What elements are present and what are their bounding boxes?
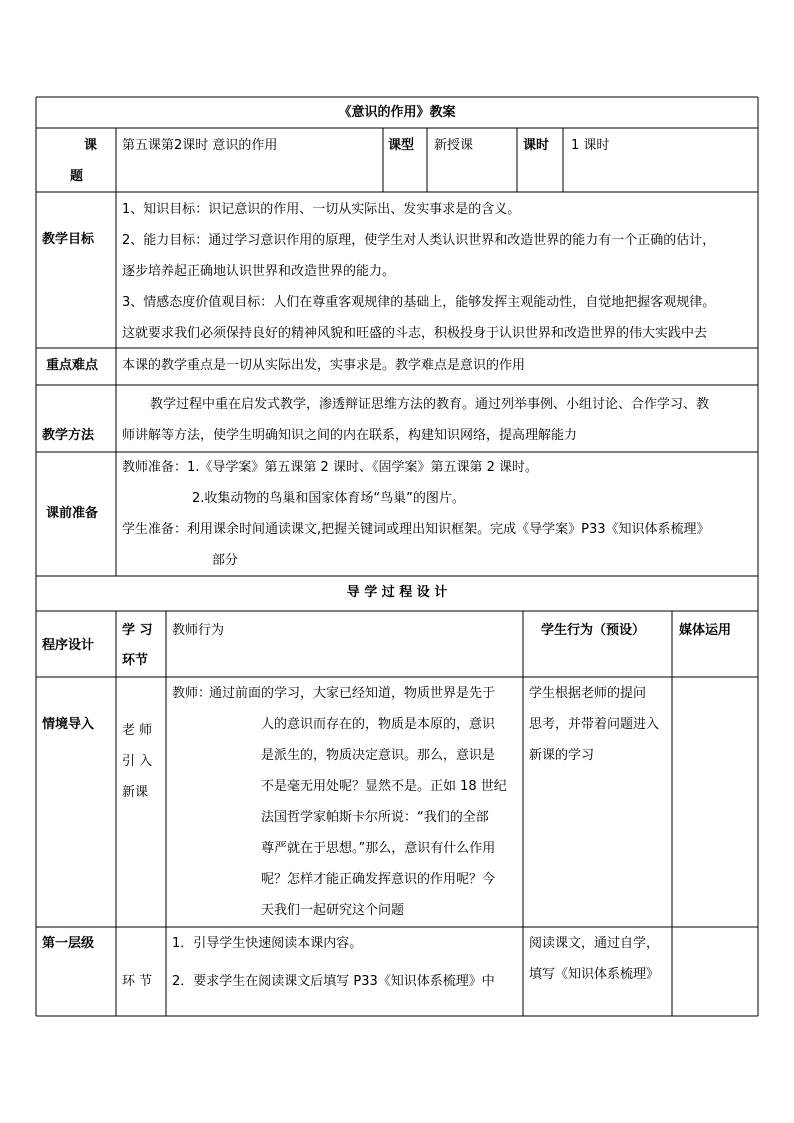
preparation-line: 学生准备：利用课余时间通读课文,把握关键词或理出知识框架。完成《导学案》P33《知识体系梳理》 [122, 522, 710, 537]
key-points-label: 重点难点 [46, 358, 99, 373]
period-value: 1 课时 [571, 138, 610, 153]
teacher-line: 不是毫无用处呢？显然不是。正如 18 世纪 [261, 779, 507, 794]
row-stage: 老 师 [122, 723, 153, 738]
teacher-line: 是派生的，物质决定意识。那么，意识是 [261, 748, 496, 763]
teacher-line: 天我们一起研究这个问题 [261, 903, 405, 918]
header-teacher: 教师行为 [172, 623, 225, 638]
preparation-label: 课前准备 [46, 506, 99, 521]
row-stage: 环 节 [122, 974, 153, 989]
teacher-line: 尊严就在于思想。”那么，意识有什么作用 [261, 841, 496, 856]
type-value: 新授课 [434, 138, 474, 153]
page-title: 《意识的作用》教案 [338, 105, 456, 120]
header-stage-cont: 环节 [122, 653, 149, 668]
header-student: 学生行为（预设） [541, 623, 646, 638]
type-label: 课型 [388, 138, 415, 153]
teacher-line: 1．引导学生快速阅读本课内容。 [172, 936, 363, 951]
objective-line: 2、能力目标：通过学习意识作用的原理，使学生对人类认识世界和改造世界的能力有一个正确的估计， [122, 233, 716, 248]
header-media: 媒体运用 [679, 623, 732, 638]
objective-line: 3、情感态度价值观目标：人们在尊重客观规律的基础上，能够发挥主观能动性，自觉地把握客观规律。 [122, 295, 716, 310]
preparation-line: 2.收集动物的鸟巢和国家体育场“鸟巢”的图片。 [192, 491, 465, 506]
teacher-line: 2．要求学生在阅读课文后填写 P33《知识体系梳理》中 [172, 974, 495, 989]
objective-line: 逐步培养起正确地认识世界和改造世界的能力。 [122, 264, 396, 279]
process-title: 导 学 过 程 设 计 [346, 585, 448, 600]
teacher-line: 法国哲学家帕斯卡尔所说：“我们的全部 [261, 810, 489, 825]
student-line: 学生根据老师的提问 [529, 686, 647, 701]
lesson-label-cont: 题 [70, 169, 84, 184]
teacher-prefix: 教师： [172, 686, 212, 701]
teacher-line: 通过前面的学习，大家已经知道，物质世界是先于 [209, 686, 496, 701]
student-line: 阅读课文，通过自学， [529, 936, 660, 951]
student-line: 思考，并带着问题进入 [529, 717, 660, 732]
preparation-line: 教师准备：1.《导学案》第五课第 2 课时、《固学案》第五课第 2 课时。 [122, 460, 538, 475]
objectives-label: 教学目标 [42, 232, 95, 247]
row-program: 情境导入 [42, 717, 95, 732]
row-stage: 引 入 [122, 754, 153, 769]
methods-label: 教学方法 [42, 428, 95, 443]
objective-line: 1、知识目标：识记意识的作用、一切从实际出、发实事求是的含义。 [122, 202, 521, 217]
lesson-value: 第五课第2课时 意识的作用 [122, 138, 278, 153]
row-stage: 新课 [122, 785, 149, 800]
row-program: 第一层级 [42, 936, 95, 951]
teacher-line: 呢？怎样才能正确发挥意识的作用呢？今 [261, 872, 496, 887]
header-program: 程序设计 [42, 638, 95, 653]
period-label: 课时 [523, 138, 550, 153]
teacher-line: 人的意识而存在的，物质是本原的，意识 [261, 717, 496, 732]
student-line: 填写《知识体系梳理》 [529, 967, 660, 982]
methods-line: 师讲解等方法，使学生明确知识之间的内在联系，构建知识网络，提高理解能力 [122, 428, 578, 443]
methods-line: 教学过程中重在启发式教学，渗透辩证思维方法的教育。通过列举事例、小组讨论、合作学习、教 [150, 397, 710, 412]
key-points-text: 本课的教学重点是一切从实际出发，实事求是。教学难点是意识的作用 [122, 358, 526, 373]
student-line: 新课的学习 [529, 748, 595, 763]
preparation-line: 部分 [212, 553, 239, 568]
lesson-label: 课 [84, 138, 98, 153]
objective-line: 这就要求我们必须保持良好的精神风貌和旺盛的斗志，积极投身于认识世界和改造世界的伟大实践中去 [122, 326, 708, 341]
header-stage: 学 习 [122, 623, 153, 638]
